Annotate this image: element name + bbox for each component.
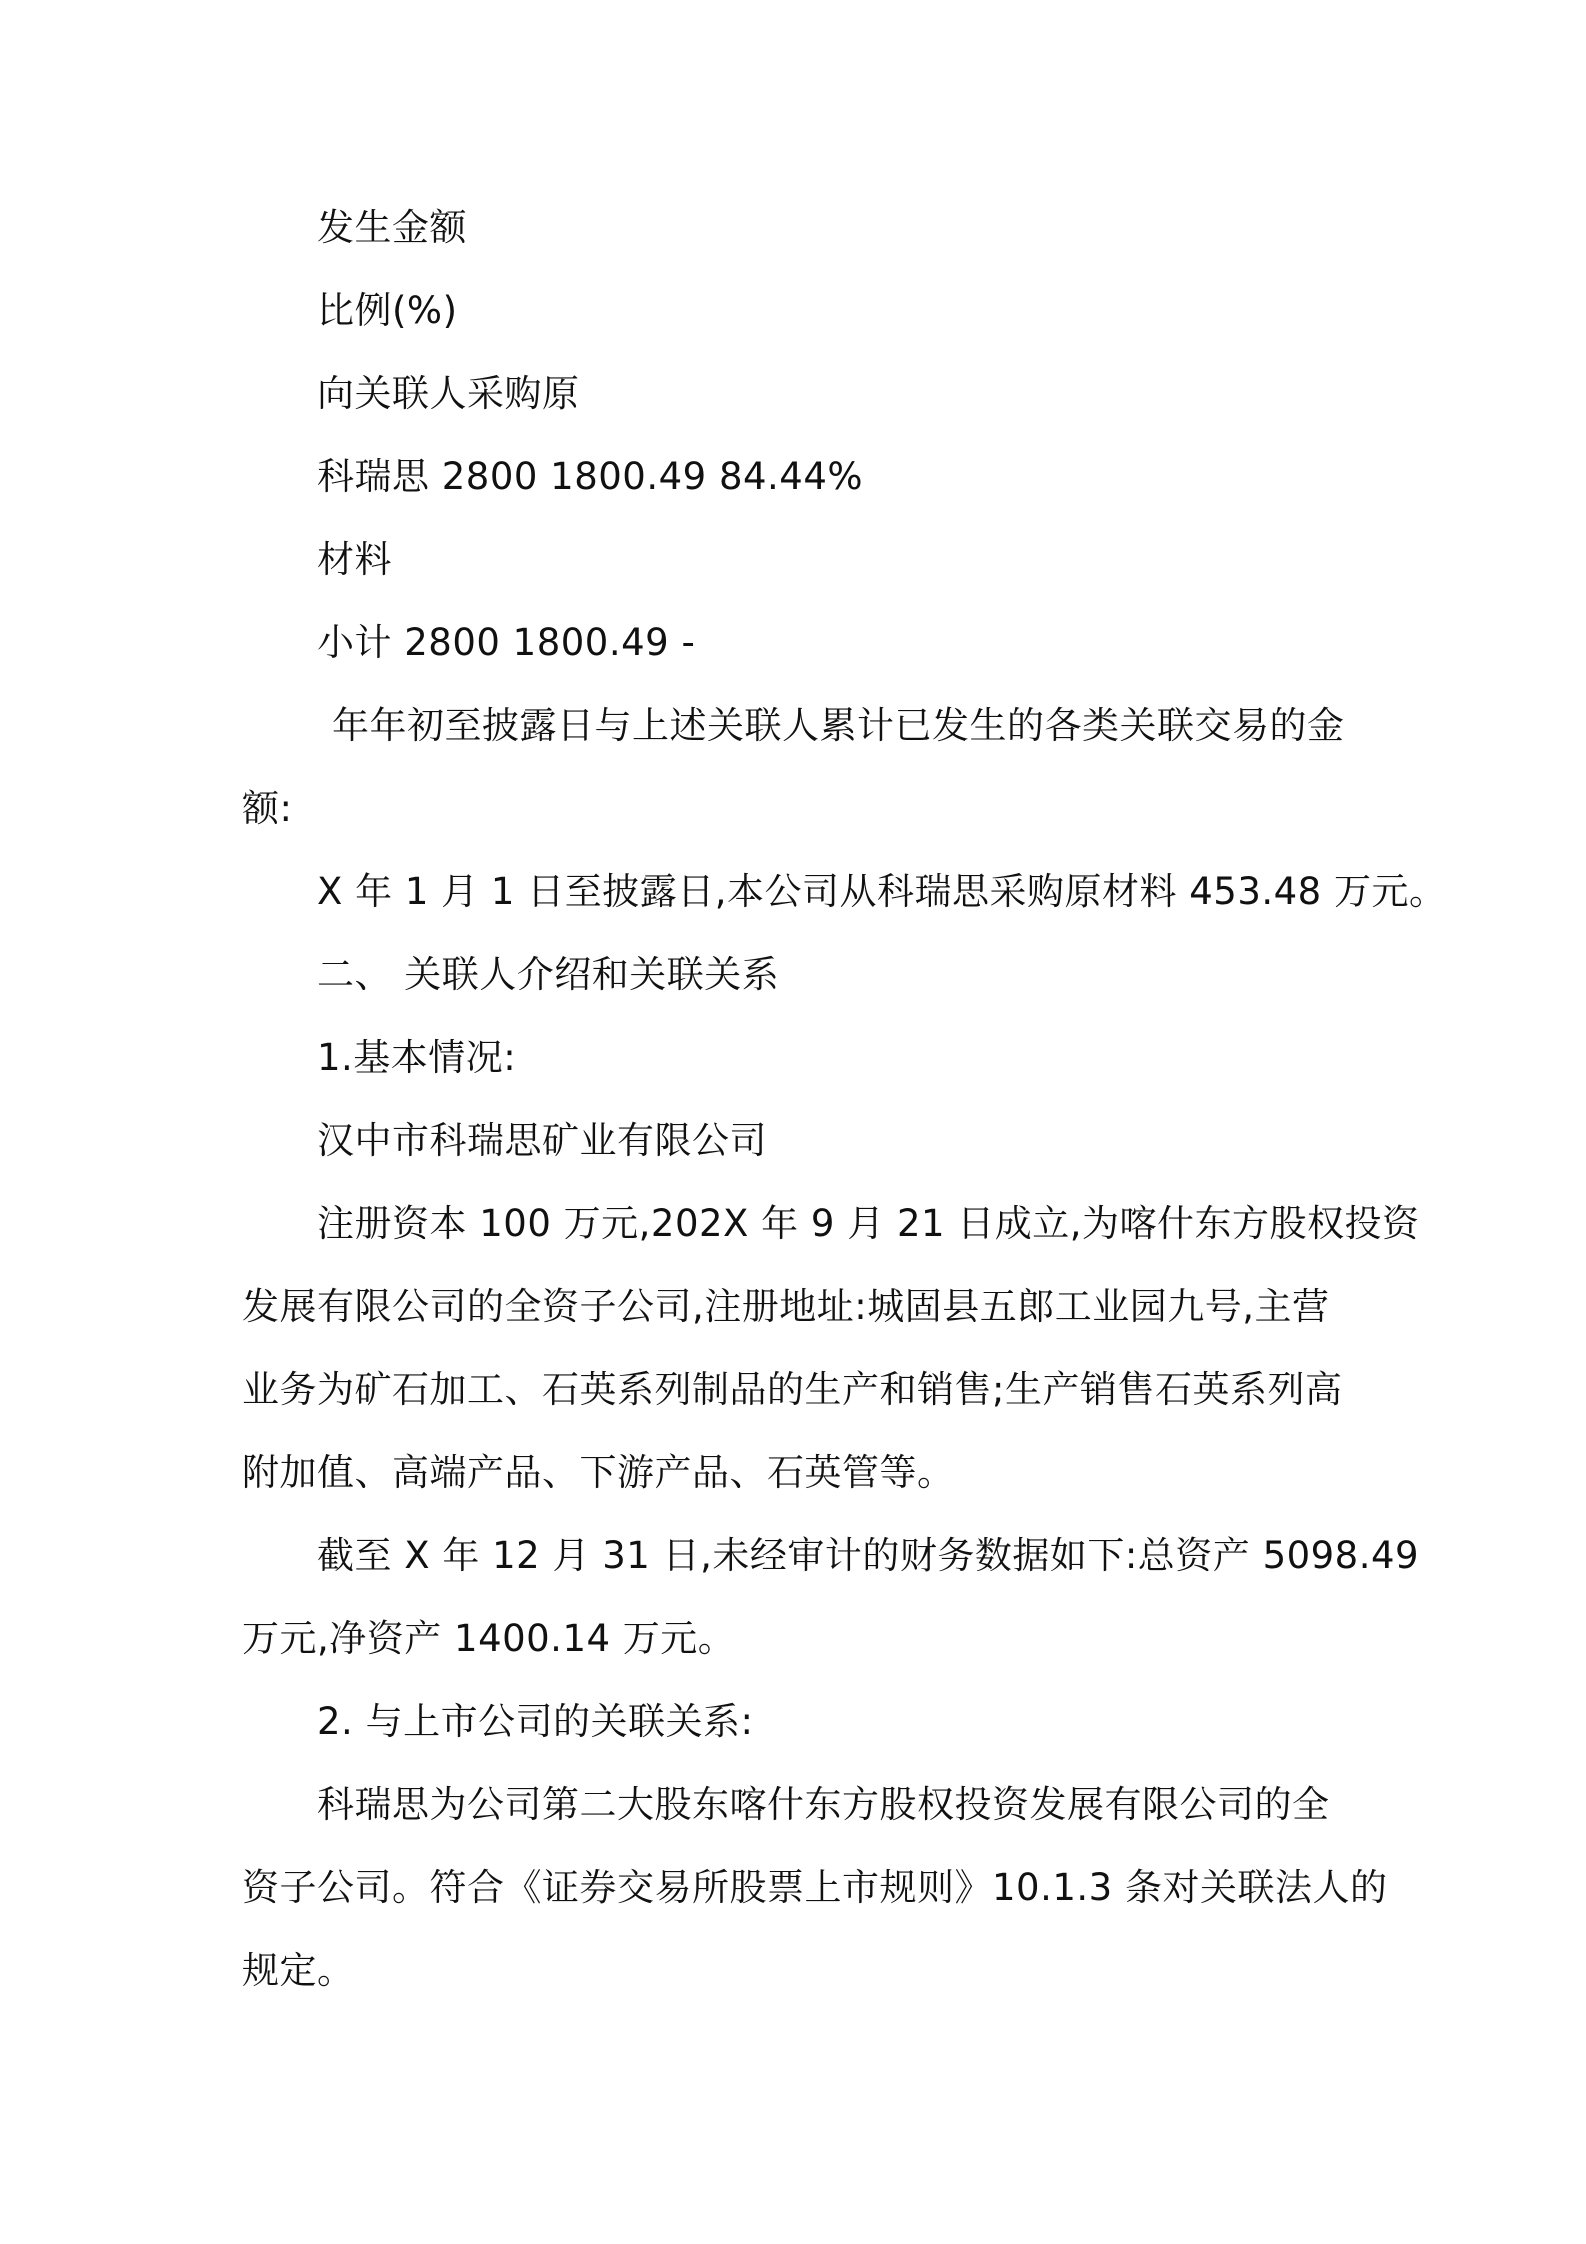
subsection-heading: 1.基本情况: xyxy=(317,1036,517,1079)
section-heading: 二、 关联人介绍和关联关系 xyxy=(317,953,780,996)
table-header-ratio: 比例(%) xyxy=(317,289,458,332)
subsection-heading: 2. 与上市公司的关联关系: xyxy=(317,1700,754,1743)
paragraph-line: 年年初至披露日与上述关联人累计已发生的各类关联交易的金 xyxy=(332,704,1345,747)
paragraph-line: 万元,净资产 1400.14 万元。 xyxy=(242,1617,736,1660)
paragraph-line: 附加值、高端产品、下游产品、石英管等。 xyxy=(242,1451,955,1494)
table-subtotal-row: 小计 2800 1800.49 - xyxy=(317,621,696,664)
table-row-values: 科瑞思 2800 1800.49 84.44% xyxy=(317,455,864,498)
table-header-amount: 发生金额 xyxy=(317,206,467,249)
paragraph-line: 业务为矿石加工、石英系列制品的生产和销售;生产销售石英系列高 xyxy=(242,1368,1343,1411)
paragraph-line: 科瑞思为公司第二大股东喀什东方股权投资发展有限公司的全 xyxy=(317,1783,1330,1826)
table-row-category-cont: 材料 xyxy=(317,538,392,581)
table-row-category: 向关联人采购原 xyxy=(317,372,580,415)
paragraph-line: 注册资本 100 万元,202X 年 9 月 21 日成立,为喀什东方股权投资 xyxy=(317,1202,1420,1245)
paragraph-line: 发展有限公司的全资子公司,注册地址:城固县五郎工业园九号,主营 xyxy=(242,1285,1330,1328)
paragraph-line: 额: xyxy=(242,787,293,830)
paragraph-line: X 年 1 月 1 日至披露日,本公司从科瑞思采购原材料 453.48 万元。 xyxy=(317,870,1447,913)
paragraph-line: 规定。 xyxy=(242,1949,355,1992)
paragraph-line: 资子公司。符合《证券交易所股票上市规则》10.1.3 条对关联法人的 xyxy=(242,1866,1388,1909)
paragraph-line: 截至 X 年 12 月 31 日,未经审计的财务数据如下:总资产 5098.49 xyxy=(317,1534,1420,1577)
company-name: 汉中市科瑞思矿业有限公司 xyxy=(317,1119,767,1162)
